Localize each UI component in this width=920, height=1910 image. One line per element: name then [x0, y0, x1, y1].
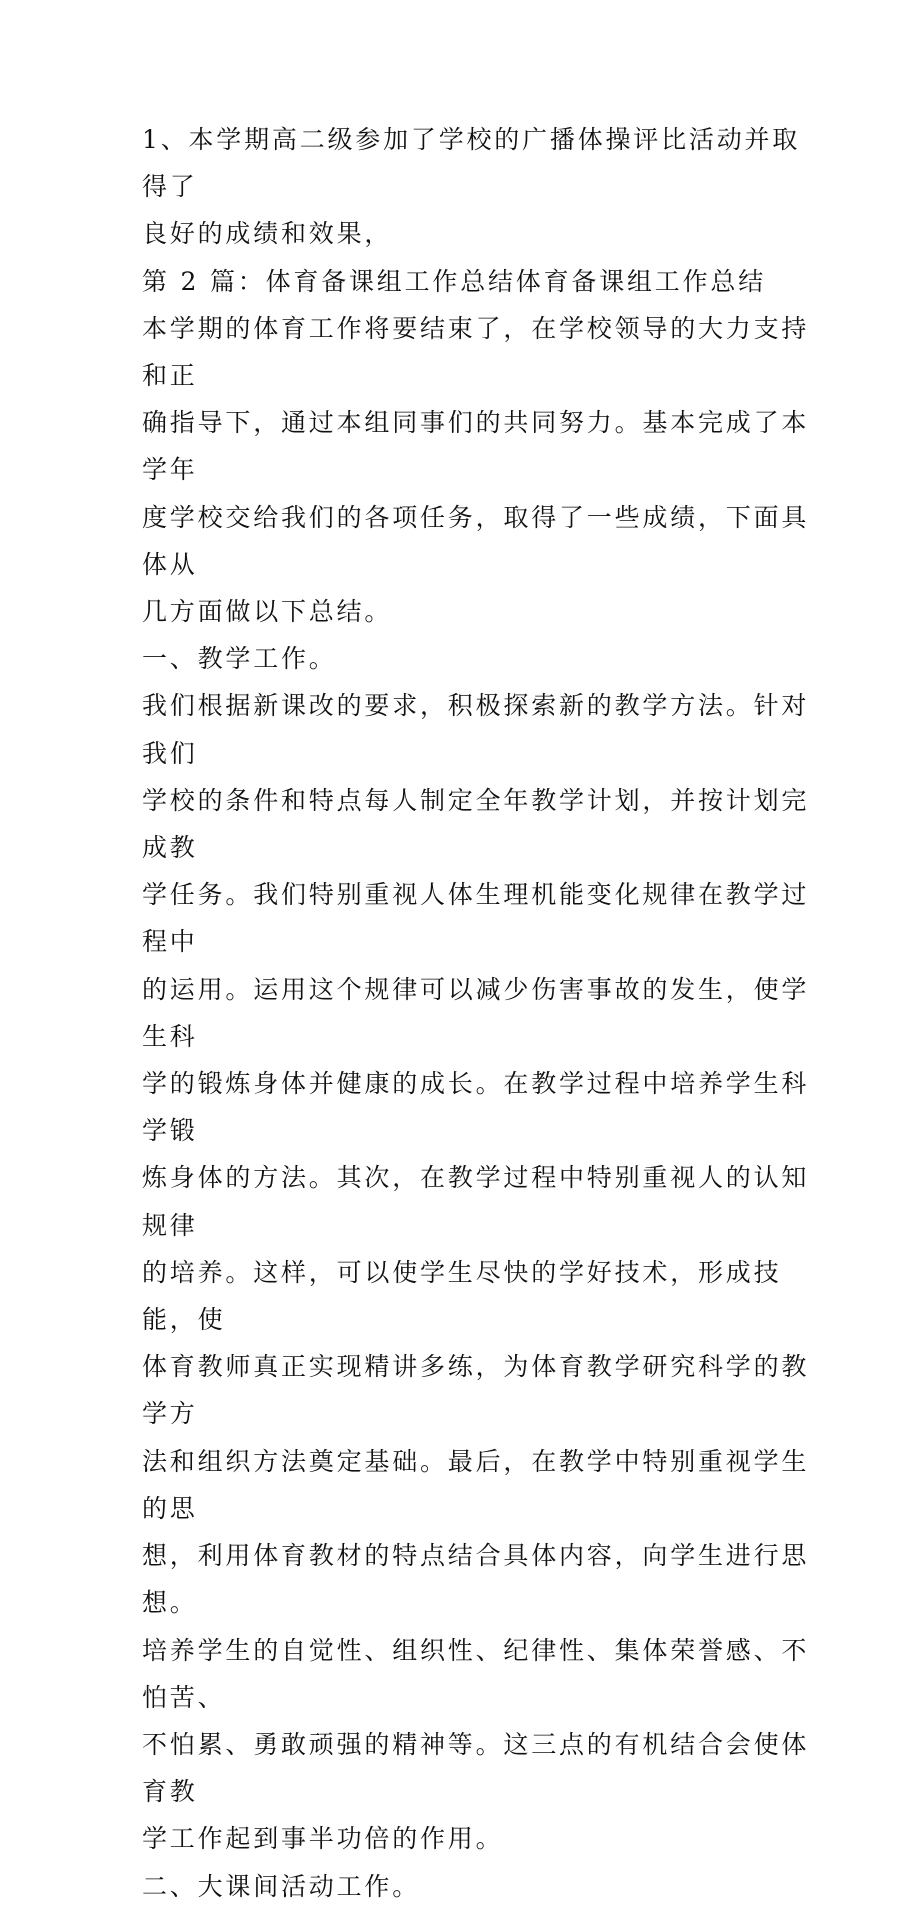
section-heading-break-activity: 二、大课间活动工作。 — [142, 1871, 421, 1901]
section-heading-teaching: 一、教学工作。 — [142, 644, 337, 674]
section-heading-article-2: 第 2 篇：体育备课组工作总结体育备课组工作总结 — [142, 266, 767, 296]
paragraph-intro: 本学期的体育工作将要结束了，在学校领导的大力支持和正 确指导下，通过本组同事们的共同努力。基本完成了本学年 度学校交给我们的各项任务，取得了一些成绩，下面具体从 几方面做以下总结。 — [142, 313, 810, 627]
paragraph-broadcast-exercise: 1、本学期高二级参加了学校的广播体操评比活动并取得了 良好的成绩和效果， — [142, 125, 801, 249]
document-body — [142, 116, 822, 1910]
paragraph-teaching-work: 我们根据新课改的要求，积极探索新的教学方法。针对我们 学校的条件和特点每人制定全年教学计划，并按计划完成教 学任务。我们特别重视人体生理机能变化规律在教学过程中 的运用。运用这个规律可以减少伤害事故的发生，使学生科 学的锻炼身体并健康的成长。在教学过程中培养学生科学锻 炼身体的方法。其次，在教学过程中特别重视人的认知规律 的培养。这样，可以使学生尽快的学好技术，形成技能，使 体育教师真正实现精讲多练，为体育教学研究科学的教学方 法和组织方法奠定基础。最后，在教学中特别重视学生的思 想，利用体育教材的特点结合具体内容，向学生进行思想。 培养学生的自觉性、组织性、纪律性、集体荣誉感、不怕苦、 不怕累、勇敢顽强的精神等。这三点的有机结合会使体育教 学工作起到事半功倍的作用。 — [142, 691, 810, 1854]
